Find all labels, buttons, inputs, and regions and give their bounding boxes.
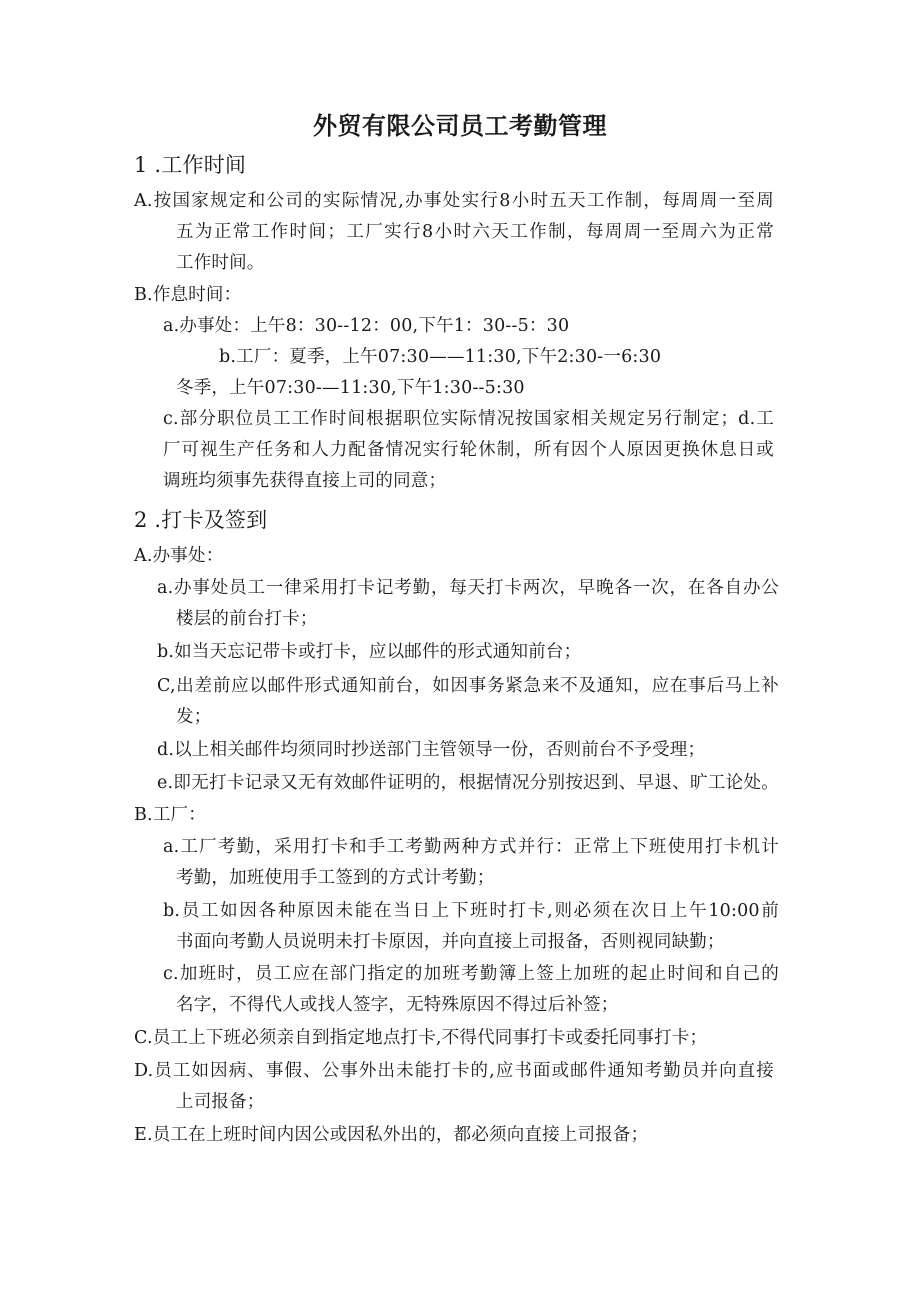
section-2-heading: 2 .打卡及签到 bbox=[134, 508, 268, 532]
paragraph-line: A.按国家规定和公司的实际情况,办事处实行8小时五天工作制，每周周一至周 bbox=[134, 191, 774, 211]
paragraph-line: d.以上相关邮件均须同时抄送部门主管领导一份，否则前台不予受理； bbox=[157, 740, 706, 760]
paragraph-line: a.工厂考勤，采用打卡和手工考勤两种方式并行：正常上下班使用打卡机计 bbox=[163, 837, 779, 857]
paragraph-line: c.部分职位员工工作时间根据职位实际情况按国家相关规定另行制定；d.工 bbox=[163, 409, 774, 429]
paragraph-line: e.即无打卡记录又无有效邮件证明的，根据情况分别按迟到、早退、旷工论处。 bbox=[157, 773, 779, 793]
paragraph-line: C,出差前应以邮件形式通知前台，如因事务紧急来不及通知，应在事后马上补 bbox=[157, 676, 779, 696]
paragraph-line: b.工厂：夏季，上午07:30——11:30,下午2:30-一6:30 bbox=[219, 347, 662, 367]
paragraph-line: C.员工上下班必须亲自到指定地点打卡,不得代同事打卡或委托同事打卡； bbox=[134, 1028, 708, 1048]
paragraph-line: 楼层的前台打卡； bbox=[176, 609, 318, 629]
paragraph-line: 书面向考勤人员说明未打卡原因，并向直接上司报备，否则视同缺勤； bbox=[176, 932, 725, 952]
paragraph-line: A.办事处： bbox=[134, 546, 224, 566]
section-1-heading: 1 .工作时间 bbox=[134, 153, 247, 177]
paragraph-line: 冬季，上午07:30-—11:30,下午1:30--5:30 bbox=[176, 378, 525, 398]
paragraph-line: 名字，不得代人或找人签字，无特殊原因不得过后补签； bbox=[176, 995, 619, 1015]
paragraph-line: 考勤，加班使用手工签到的方式计考勤； bbox=[176, 868, 495, 888]
paragraph-line: 调班均须事先获得直接上司的同意； bbox=[163, 471, 447, 491]
paragraph-line: 厂可视生产任务和人力配备情况实行轮休制，所有因个人原因更换休息日或 bbox=[163, 440, 774, 460]
paragraph-line: 五为正常工作时间；工厂实行8小时六天工作制，每周周一至周六为正常 bbox=[176, 222, 774, 242]
paragraph-line: E.员工在上班时间内因公或因私外出的，都必须向直接上司报备； bbox=[134, 1125, 649, 1145]
document-title: 外贸有限公司员工考勤管理 bbox=[313, 111, 607, 140]
paragraph-line: b.员工如因各种原因未能在当日上下班时打卡,则必须在次日上午10:00前 bbox=[163, 901, 779, 921]
paragraph-line: b.如当天忘记带卡或打卡，应以邮件的形式通知前台； bbox=[157, 642, 582, 662]
paragraph-line: 发； bbox=[176, 707, 212, 727]
paragraph-line: 工作时间。 bbox=[176, 253, 265, 273]
paragraph-line: c.加班时，员工应在部门指定的加班考勤簿上签上加班的起止时间和自己的 bbox=[163, 964, 779, 984]
paragraph-line: a.办事处员工一律采用打卡记考勤，每天打卡两次，早晚各一次，在各自办公 bbox=[157, 578, 779, 598]
paragraph-line: B.作息时间： bbox=[134, 285, 242, 305]
paragraph-line: 上司报备； bbox=[176, 1092, 265, 1112]
paragraph-line: D.员工如因病、事假、公事外出未能打卡的,应书面或邮件通知考勤员并向直接 bbox=[134, 1061, 774, 1081]
paragraph-line: a.办事处：上午8：30--12：00,下午1：30--5：30 bbox=[163, 316, 570, 336]
paragraph-line: B.工厂： bbox=[134, 805, 206, 825]
